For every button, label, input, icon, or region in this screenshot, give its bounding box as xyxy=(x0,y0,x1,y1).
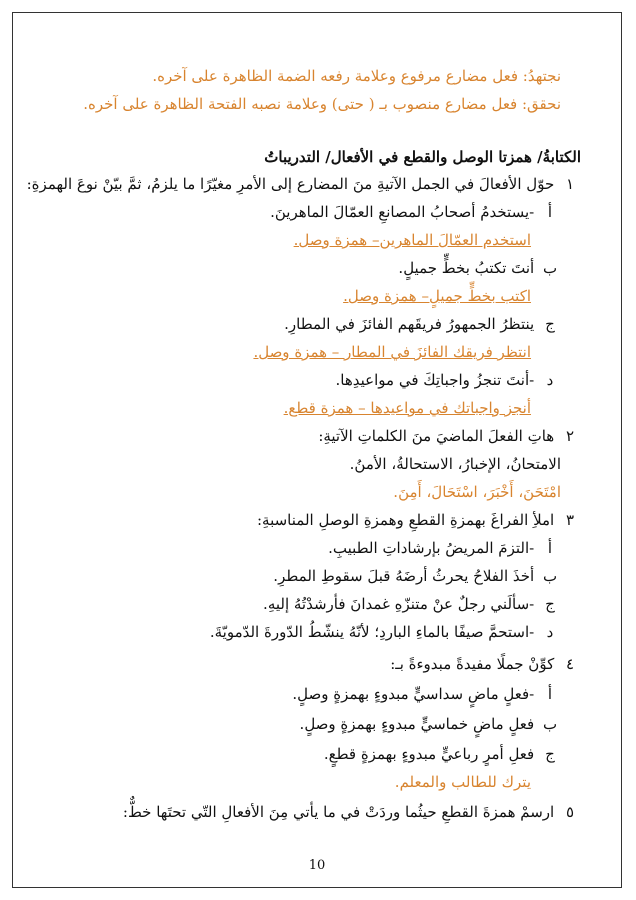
q1-item-b-answer xyxy=(53,285,531,307)
q4-note: يترك للطالب والمعلم. xyxy=(394,773,531,791)
q4-item-a-text: -فعلٍ ماضٍ سداسيٍّ مبدوءٍ بهمزةٍ وصلٍ. xyxy=(292,685,535,703)
question-4-text: كوِّنْ جملًا مفيدةً مبدوءةً بـ: xyxy=(390,655,555,673)
q3-item-d xyxy=(53,621,561,643)
q1-item-d-answer-text: أنجز واجباتك في مواعيدها – همزة قطع. xyxy=(283,399,531,417)
q1-item-c-text: ينتظرُ الجمهورُ فريقَهم الفائزَ في المطارِ. xyxy=(284,315,535,333)
q3-item-b-text: أخذَ الفلاحُ يحرثُ أرضَهُ قبلَ سقوطِ المطرِ. xyxy=(273,567,535,585)
q4-item-c-letter: ج xyxy=(545,745,555,763)
q1-item-d-answer xyxy=(53,397,531,419)
question-4-number: ٤ xyxy=(565,655,575,673)
question-3-text: املأِ الفراغَ بهمزةِ القطعِ وهمزةِ الوصلِ المناسبةِ: xyxy=(256,511,555,529)
page-number: 10 xyxy=(308,858,326,873)
question-2-number: ٢ xyxy=(565,427,575,445)
q1-item-a-letter: أ xyxy=(547,203,553,221)
page-frame xyxy=(12,12,622,888)
q1-item-a-text: -يستخدمُ أصحابُ المصانعِ العمّالَ الماهرينَ. xyxy=(270,203,535,221)
header-nuhaqqiq: نحقق: فعل مضارع منصوب بـ ( حتى) وعلامة نصبه الفتحة الظاهرة على آخره. xyxy=(83,95,561,113)
q3-item-c xyxy=(53,593,561,615)
q4-item-a-letter: أ xyxy=(547,685,553,703)
q3-item-c-letter: ج xyxy=(545,595,555,613)
q1-item-c xyxy=(53,313,561,335)
q3-item-c-text: -سألَني رجلٌ عنْ متنزّهِ غمدانَ فأرشدْتُهُ إليهِ. xyxy=(263,595,535,613)
question-1 xyxy=(26,173,581,195)
question-5-text: ارسمْ همزةَ القطعِ حيثُما وردَتْ في ما يأتي مِنَ الأفعالِ التّي تحتَها خطٌّ: xyxy=(122,803,555,821)
q1-item-b-text: أنتَ تكتبُ بخطٍّ جميلٍ. xyxy=(398,259,535,277)
section-title: الكتابةُ/ همزتا الوصل والقطع في الأفعال/ التدريباتُ xyxy=(264,148,581,166)
q1-item-b xyxy=(53,257,561,279)
question-2 xyxy=(53,425,581,447)
question-2-words: الامتحانُ، الإخبارُ، الاستحالةُ، الأمنُ. xyxy=(349,455,561,473)
q4-item-c xyxy=(53,743,561,765)
q1-item-c-letter: ج xyxy=(545,315,555,333)
q1-item-c-answer-text: انتظر فريقك الفائزَ في المطار – همزة وصل. xyxy=(253,343,531,361)
question-3 xyxy=(53,509,581,531)
question-2-answer: امْتَحَنَ، أَخْبَرَ، اسْتَحَالَ، أَمِنَ. xyxy=(393,483,561,501)
header-mujtahid: نجتهدُ: فعل مضارع مرفوع وعلامة رفعه الضمة الظاهرة على آخره. xyxy=(152,67,561,85)
question-5-number: ٥ xyxy=(565,803,575,821)
q1-item-a-answer xyxy=(53,229,531,251)
q3-item-a-text: -التزمَ المريضُ بإرشاداتِ الطبيبِ. xyxy=(328,539,535,557)
q1-item-d-letter: د xyxy=(546,371,554,389)
q4-item-b-letter: ب xyxy=(542,715,558,733)
q3-item-b-letter: ب xyxy=(542,567,558,585)
question-1-number: ١ xyxy=(565,175,575,193)
q4-item-a xyxy=(53,683,561,705)
question-1-text: حوّل الأفعالَ في الجمل الآتيةِ منَ المضارع إلى الأمرِ مغيّرًا ما يلزمُ، ثمَّ بيّنْ نوعَ الهمزةِ: xyxy=(26,175,555,193)
q3-item-d-letter: د xyxy=(546,623,554,641)
q4-item-b xyxy=(53,713,561,735)
q1-item-a-answer-text: استخدم العمّالَ الماهرين– همزة وصل. xyxy=(293,231,531,249)
q4-item-c-text: فعلِ أمرٍ رباعيٍّ مبدوءٍ بهمزةٍ قطعٍ. xyxy=(323,745,535,763)
q3-item-b xyxy=(53,565,561,587)
q4-item-b-text: فعلٍ ماضٍ خماسيٍّ مبدوءٍ بهمزةٍ وصلٍ. xyxy=(299,715,535,733)
q3-item-a-letter: أ xyxy=(547,539,553,557)
q1-item-b-answer-text: اكتب بخطٍّ جميلٍ– همزة وصل. xyxy=(343,287,531,305)
q1-item-a xyxy=(53,201,561,223)
question-4 xyxy=(53,653,581,675)
q1-item-b-letter: ب xyxy=(542,259,558,277)
q1-item-c-answer xyxy=(53,341,531,363)
q3-item-d-text: -استحمَّ صيفًا بالماءِ الباردِ؛ لأنّهُ ينشّطُ الدّورةَ الدّمويّةَ. xyxy=(209,623,535,641)
q3-item-a xyxy=(53,537,561,559)
question-5 xyxy=(53,801,581,823)
q1-item-d-text: -أنتَ تنجزُ واجباتِكَ في مواعيدِها. xyxy=(335,371,535,389)
question-3-number: ٣ xyxy=(565,511,575,529)
question-2-text: هاتِ الفعلَ الماضيَ منَ الكلماتِ الآتيةِ: xyxy=(318,427,555,445)
q1-item-d xyxy=(53,369,561,391)
